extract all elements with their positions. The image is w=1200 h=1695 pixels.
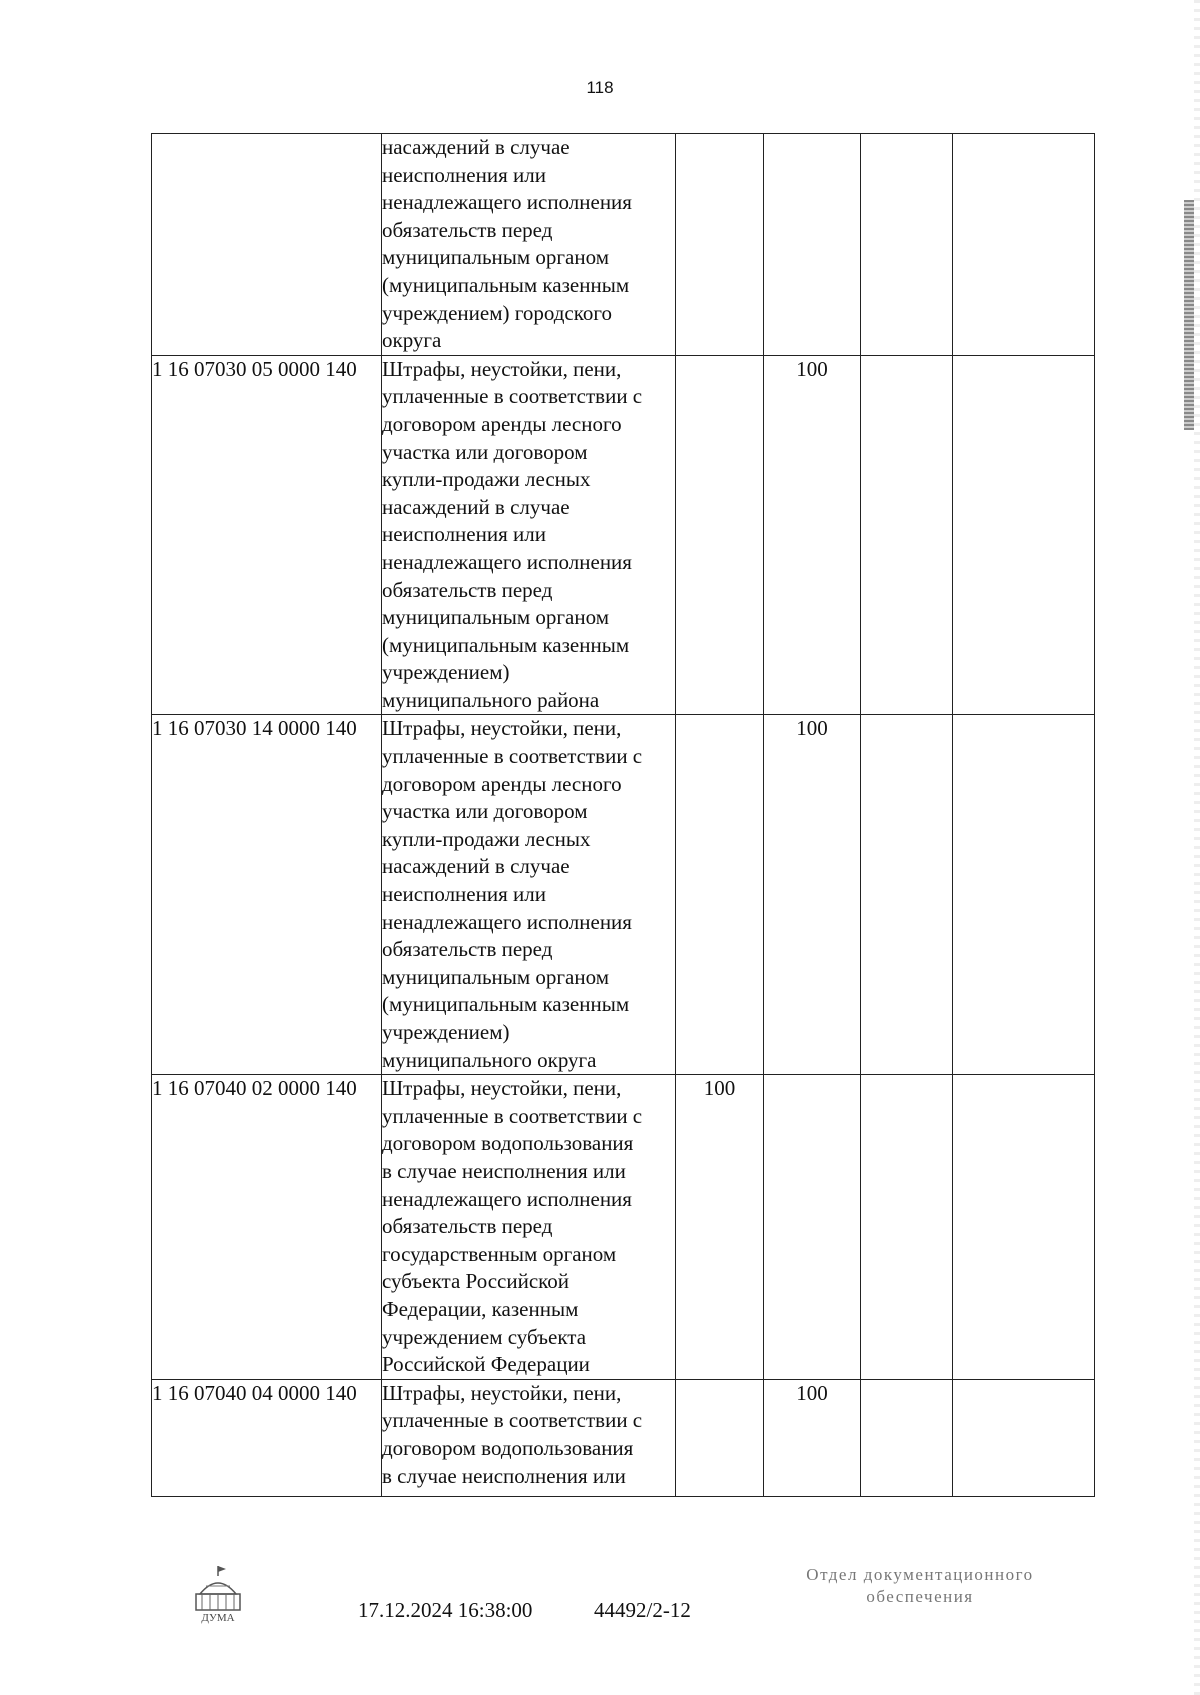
table-row [152,715,1095,1075]
duma-logo-icon [190,1564,246,1624]
row-description: насаждений в случае неисполнения или ненадлежащего исполнения обязательств перед муниципальным органом (муниципальным казенным учреждением) городского округа [382,134,676,356]
table-row [152,1075,1095,1380]
value-cell [676,355,764,715]
value-cell [676,134,764,356]
budget-code [152,134,382,356]
value-cell [953,715,1095,1075]
value-cell [676,715,764,1075]
budget-table [151,133,1095,1497]
row-description: Штрафы, неустойки, пени, уплаченные в соответствии с договором водопользования в случае неисполнения или ненадлежащего исполнения обязательств перед государственным органом субъекта Российской Федерации, казенным учреждением субъекта Российской Федерации [382,1075,676,1380]
value-cell [861,355,953,715]
value-cell: 100 [764,715,861,1075]
value-cell [764,1075,861,1380]
table-row [152,1379,1095,1496]
value-cell [764,134,861,356]
page-number: 118 [586,78,614,97]
table-row [152,134,1095,356]
row-description: Штрафы, неустойки, пени, уплаченные в соответствии с договором водопользования в случае неисполнения или [382,1379,676,1496]
department-stamp: Отдел документационного обеспечения [806,1565,1034,1606]
value-cell [676,1379,764,1496]
value-cell [953,134,1095,356]
budget-code: 1 16 07030 05 0000 140 [152,355,382,715]
svg-text:ДУМА: ДУМА [201,1612,235,1624]
budget-code: 1 16 07040 02 0000 140 [152,1075,382,1380]
budget-code: 1 16 07030 14 0000 140 [152,715,382,1075]
row-description: Штрафы, неустойки, пени, уплаченные в соответствии с договором аренды лесного участка или договором купли-продажи лесных насаждений в случае неисполнения или ненадлежащего исполнения обязательств перед муниципальным органом (муниципальным казенным учреждением) муниципального района [382,355,676,715]
budget-code: 1 16 07040 04 0000 140 [152,1379,382,1496]
value-cell [861,715,953,1075]
value-cell [953,1075,1095,1380]
row-description: Штрафы, неустойки, пени, уплаченные в соответствии с договором аренды лесного участка или договором купли-продажи лесных насаждений в случае неисполнения или ненадлежащего исполнения обязательств перед муниципальным органом (муниципальным казенным учреждением) муниципального округа [382,715,676,1075]
table-row [152,355,1095,715]
value-cell [861,134,953,356]
value-cell [861,1075,953,1380]
scan-margin-mark [1184,200,1194,430]
value-cell [953,355,1095,715]
value-cell: 100 [764,355,861,715]
value-cell: 100 [676,1075,764,1380]
scan-edge-artifact [1194,0,1200,1695]
footer-datetime: 17.12.2024 16:38:00 [358,1598,533,1622]
value-cell: 100 [764,1379,861,1496]
value-cell [953,1379,1095,1496]
value-cell [861,1379,953,1496]
footer-document-number: 44492/2-12 [594,1598,691,1622]
